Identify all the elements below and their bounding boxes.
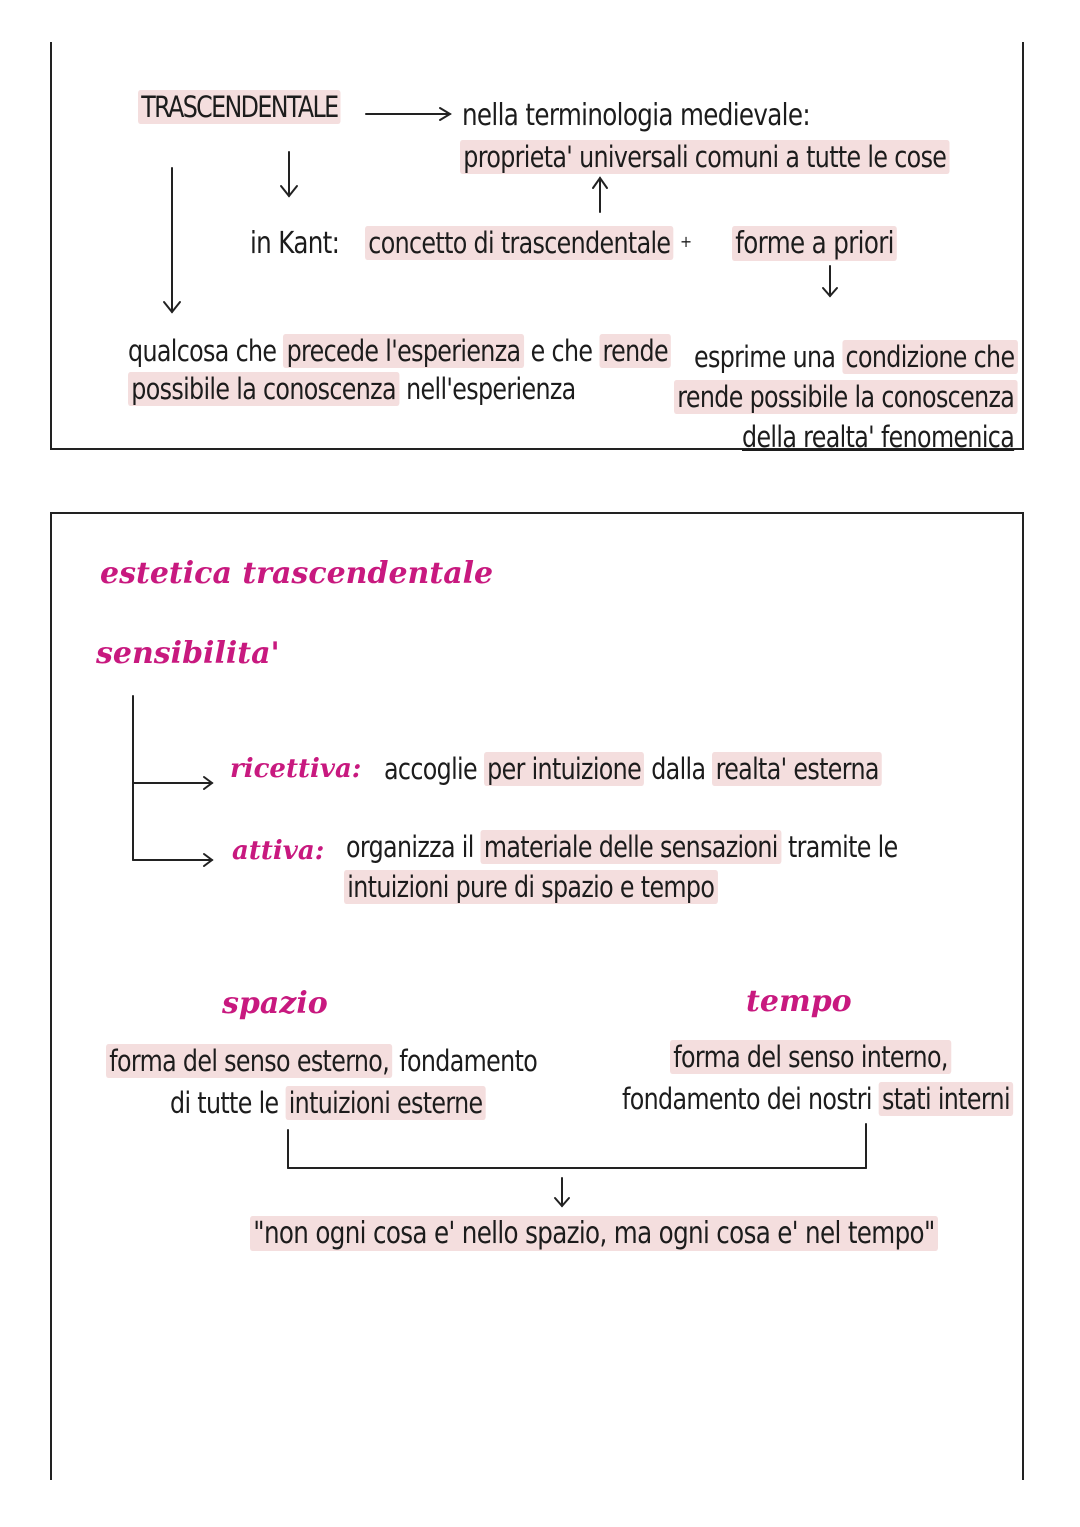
trascendentale-title: TRASCENDENTALE: [138, 90, 341, 124]
right-definition-line1: esprime una condizione che: [694, 340, 1018, 374]
tempo-def-line2: fondamento dei nostri stati interni: [622, 1082, 1013, 1116]
attiva-text-line1: organizza il materiale delle sensazioni tramite le: [346, 830, 898, 864]
left-definition-line2: possibile la conoscenza nell'esperienza: [128, 372, 576, 406]
quote: "non ogni cosa e' nello spazio, ma ogni cosa e' nel tempo": [250, 1216, 938, 1251]
attiva-text-line2: intuizioni pure di spazio e tempo: [344, 870, 718, 904]
sensibilita-heading: sensibilita': [96, 636, 280, 671]
kant-concept: concetto di trascendentale: [365, 226, 674, 260]
medieval-definition: proprieta' universali comuni a tutte le cose: [460, 140, 950, 174]
plus-sign: +: [680, 232, 693, 251]
spazio-def-line1: forma del senso esterno, fondamento: [106, 1044, 537, 1078]
medieval-label: nella terminologia medievale:: [462, 98, 810, 133]
right-definition-line3: della realta' fenomenica: [742, 420, 1015, 454]
spazio-def-line2: di tutte le intuizioni esterne: [170, 1086, 486, 1120]
forme-a-priori: forme a priori: [732, 226, 897, 261]
right-definition-line2: rende possibile la conoscenza: [674, 380, 1018, 414]
ricettiva-label: ricettiva:: [230, 754, 362, 784]
estetica-heading: estetica trascendentale: [100, 556, 494, 591]
spazio-title: spazio: [222, 986, 328, 1021]
attiva-label: attiva:: [232, 836, 325, 866]
left-definition-line1: qualcosa che precede l'esperienza e che rende: [128, 334, 671, 368]
ricettiva-text: accoglie per intuizione dalla realta' esterna: [384, 752, 882, 786]
tempo-title: tempo: [746, 984, 852, 1019]
kant-label: in Kant:: [250, 226, 340, 261]
tempo-def-line1: forma del senso interno,: [670, 1040, 951, 1074]
